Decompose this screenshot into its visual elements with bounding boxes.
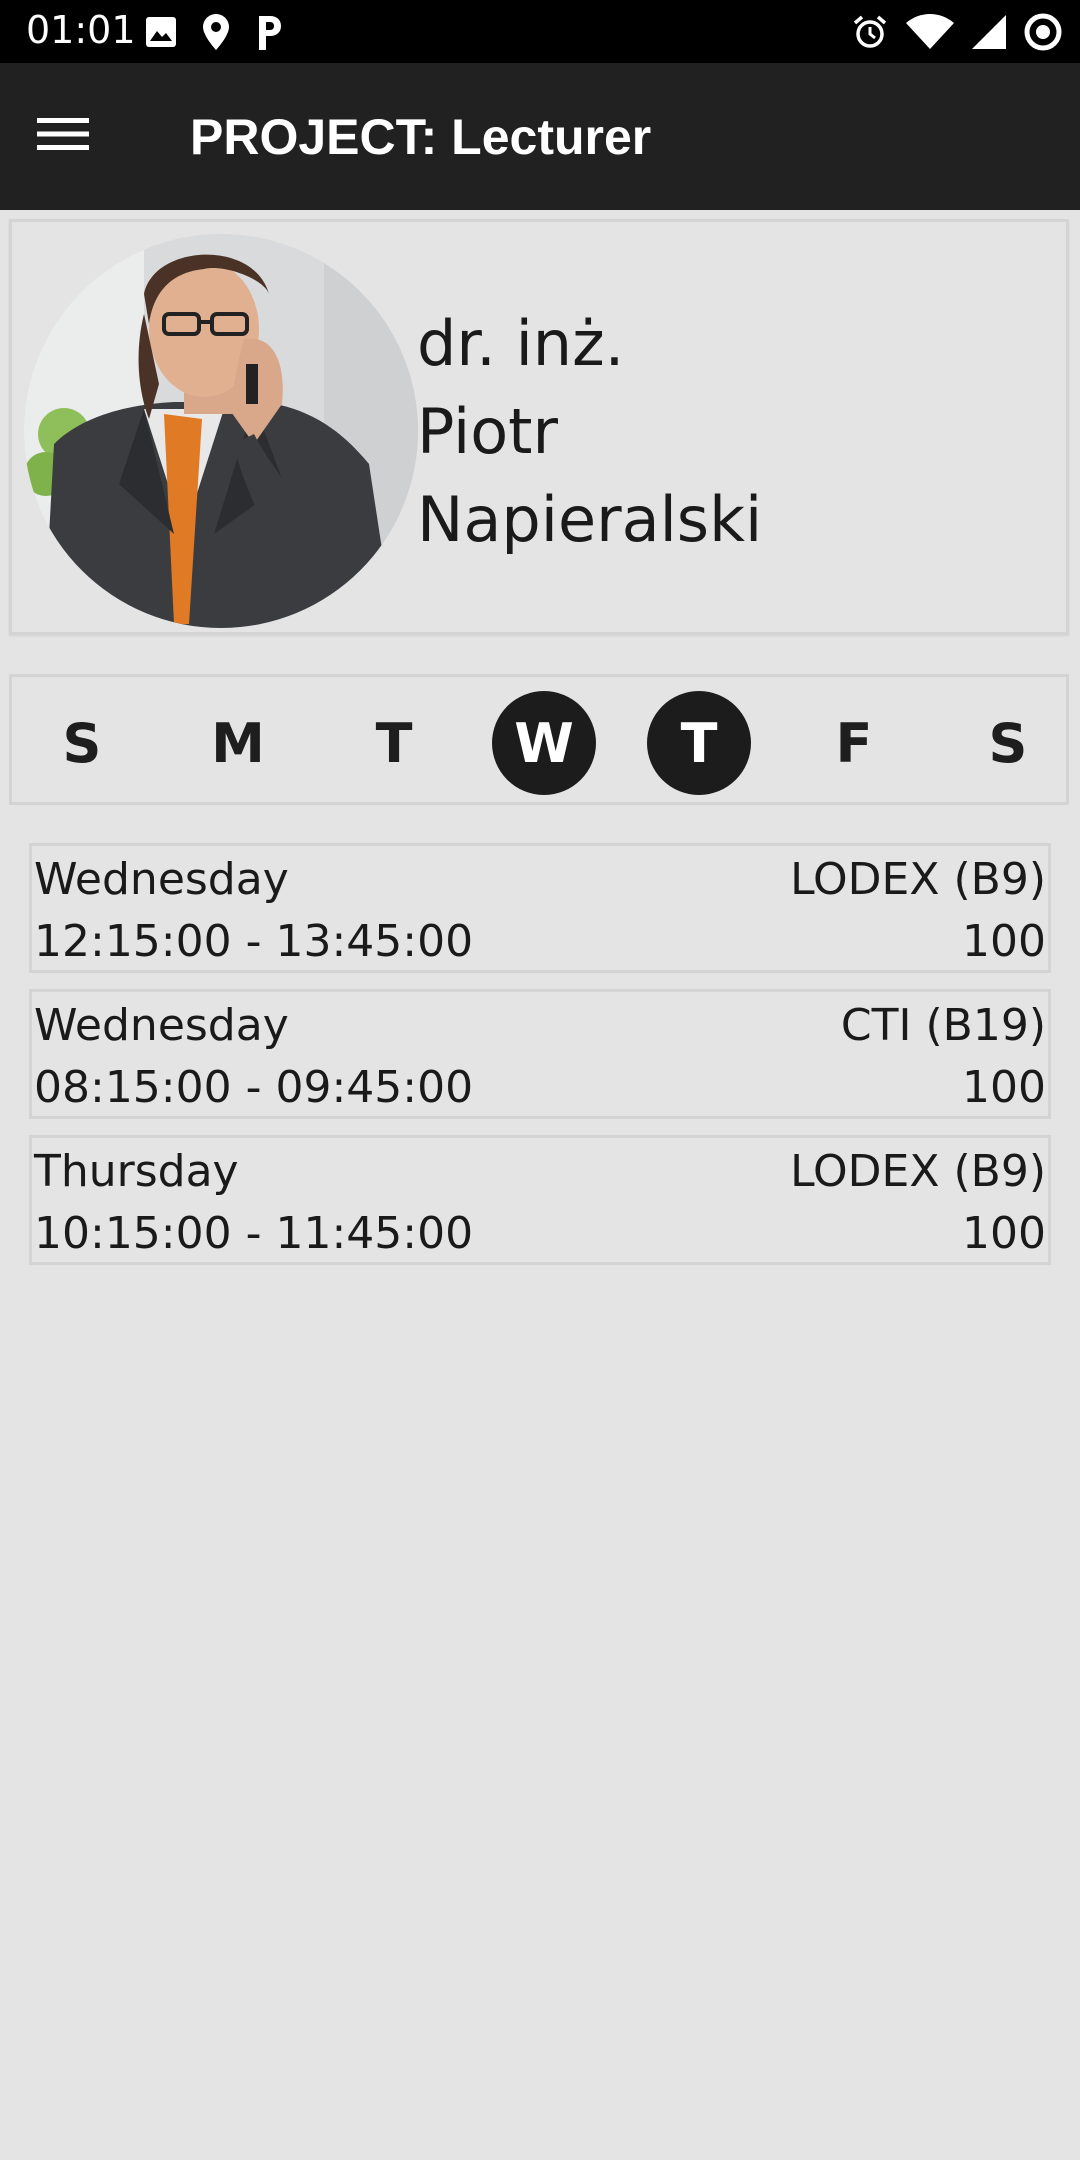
alarm-icon [852, 14, 888, 50]
schedule-item[interactable] [29, 1135, 1051, 1265]
lecturer-last-name: Napieralski [417, 483, 763, 556]
day-saturday[interactable]: S [988, 711, 1028, 775]
schedule-item[interactable] [29, 989, 1051, 1119]
schedule-capacity: 100 [962, 1062, 1046, 1113]
schedule-time: 08:15:00 - 09:45:00 [34, 1062, 474, 1113]
wifi-icon [906, 14, 954, 50]
schedule-time: 12:15:00 - 13:45:00 [34, 916, 474, 967]
hamburger-menu-icon [37, 116, 89, 156]
record-icon [1024, 13, 1062, 51]
lecturer-title: dr. inż. [417, 307, 625, 380]
schedule-day: Thursday [34, 1146, 239, 1197]
location-pin-icon [203, 14, 229, 50]
schedule-day: Wednesday [34, 1000, 289, 1051]
day-tuesday[interactable]: T [375, 711, 413, 775]
status-bar [0, 0, 1080, 63]
app-bar [0, 63, 1080, 210]
schedule-room: CTI (B19) [840, 1000, 1046, 1051]
schedule-room: LODEX (B9) [790, 1146, 1046, 1197]
lecturer-profile-card [9, 219, 1069, 635]
page-title: PROJECT: Lecturer [190, 109, 652, 165]
day-thursday[interactable]: T [647, 691, 751, 795]
schedule-day: Wednesday [34, 854, 289, 905]
image-icon [145, 16, 177, 48]
lecturer-name [417, 300, 762, 564]
schedule-capacity: 100 [962, 916, 1046, 967]
schedule-capacity: 100 [962, 1208, 1046, 1259]
status-time: 01:01 [26, 8, 136, 52]
day-wednesday[interactable]: W [492, 691, 596, 795]
day-sunday[interactable]: S [62, 711, 102, 775]
menu-button[interactable] [30, 105, 96, 167]
status-icons-left [145, 12, 283, 52]
day-friday[interactable]: F [835, 711, 873, 775]
day-selector [9, 674, 1069, 805]
schedule-room: LODEX (B9) [790, 854, 1046, 905]
cell-signal-icon [972, 15, 1006, 49]
lecturer-first-name: Piotr [417, 395, 558, 468]
status-icons-right [852, 10, 1062, 54]
lecturer-avatar [24, 234, 418, 628]
schedule-list [29, 843, 1051, 1281]
schedule-item[interactable] [29, 843, 1051, 973]
schedule-time: 10:15:00 - 11:45:00 [34, 1208, 474, 1259]
parking-icon [255, 14, 283, 50]
day-monday[interactable]: M [211, 711, 265, 775]
